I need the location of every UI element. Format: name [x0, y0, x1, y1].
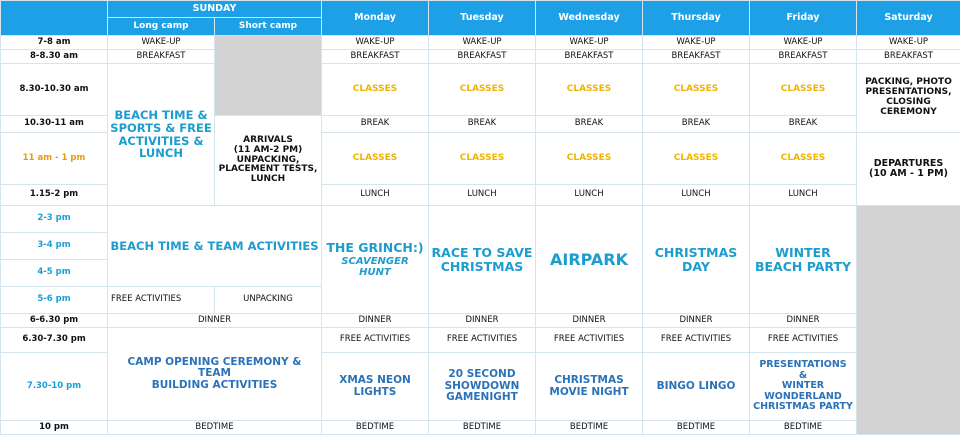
- cell-bedtime: BEDTIME: [643, 421, 750, 435]
- long-camp-header: Long camp: [108, 18, 215, 36]
- event-text: PRESENTATIONS: [752, 360, 854, 370]
- cell-dinner: DINNER: [108, 314, 322, 328]
- cell-unpacking: UNPACKING: [215, 287, 322, 314]
- event-text: SPORTS & FREE: [110, 122, 212, 135]
- cell-classes: CLASSES: [536, 133, 643, 185]
- cell-bedtime: BEDTIME: [322, 421, 429, 435]
- event-text: ACTIVITIES &: [110, 135, 212, 148]
- event-text: WINTER: [752, 246, 854, 260]
- cell-lunch: LUNCH: [322, 185, 429, 206]
- cell-classes: CLASSES: [536, 64, 643, 116]
- cell-classes: CLASSES: [750, 133, 857, 185]
- sunday-arrivals-cell: [215, 116, 322, 206]
- event-title: THE GRINCH:): [324, 241, 426, 255]
- cell-wake-up: WAKE-UP: [857, 36, 960, 50]
- event-text: (10 AM - 1 PM): [859, 169, 958, 179]
- event-text: 20 SECOND: [431, 369, 533, 381]
- event-text: PACKING, PHOTO: [859, 78, 958, 88]
- event-text: RACE TO SAVE: [431, 246, 533, 260]
- event-text: UNPACKING,: [217, 156, 319, 166]
- event-text: CAMP OPENING CEREMONY & TEAM: [110, 357, 319, 380]
- time-label: 8.30-10.30 am: [1, 64, 108, 116]
- cell-lunch: LUNCH: [429, 185, 536, 206]
- cell-break: BREAK: [429, 116, 536, 133]
- cell-breakfast: BREAKFAST: [643, 50, 750, 64]
- tuesday-afternoon-event: [429, 206, 536, 314]
- event-text: LUNCH: [217, 175, 319, 185]
- cell-wake-up: WAKE-UP: [643, 36, 750, 50]
- tuesday-evening-event: [429, 353, 536, 421]
- cell-break: BREAK: [536, 116, 643, 133]
- cell-free-activities: FREE ACTIVITIES: [750, 328, 857, 353]
- day-header-saturday: Saturday: [857, 1, 960, 36]
- event-subtitle: [324, 256, 426, 278]
- cell-lunch: LUNCH: [750, 185, 857, 206]
- event-text: XMAS NEON: [324, 375, 426, 387]
- empty-gray-block: [215, 36, 322, 116]
- cell-classes: CLASSES: [643, 133, 750, 185]
- cell-break: BREAK: [643, 116, 750, 133]
- friday-evening-event: [750, 353, 857, 421]
- event-text: CHRISTMAS: [538, 375, 640, 387]
- friday-afternoon-event: [750, 206, 857, 314]
- time-label: 6-6.30 pm: [1, 314, 108, 328]
- time-label: 7.30-10 pm: [1, 353, 108, 421]
- thursday-evening-event: BINGO LINGO: [643, 353, 750, 421]
- cell-dinner: DINNER: [750, 314, 857, 328]
- event-text: LUNCH: [110, 147, 212, 160]
- cell-classes: CLASSES: [643, 64, 750, 116]
- event-text: WONDERLAND: [752, 392, 854, 402]
- event-text: BEACH PARTY: [752, 260, 854, 274]
- event-text: GAMENIGHT: [431, 392, 533, 404]
- event-text: LIGHTS: [324, 387, 426, 399]
- time-label: 3-4 pm: [1, 233, 108, 260]
- cell-breakfast: BREAKFAST: [750, 50, 857, 64]
- cell-wake-up: WAKE-UP: [429, 36, 536, 50]
- event-text: DAY: [645, 260, 747, 274]
- cell-classes: CLASSES: [322, 133, 429, 185]
- event-text: PRESENTATIONS,: [859, 88, 958, 98]
- thursday-afternoon-event: [643, 206, 750, 314]
- event-text: SHOWDOWN: [431, 381, 533, 393]
- cell-lunch: LUNCH: [536, 185, 643, 206]
- wednesday-evening-event: [536, 353, 643, 421]
- cell-classes: CLASSES: [322, 64, 429, 116]
- event-text: CHRISTMAS: [431, 260, 533, 274]
- time-label: 2-3 pm: [1, 206, 108, 233]
- cell-free-activities: FREE ACTIVITIES: [643, 328, 750, 353]
- cell-free-activities: FREE ACTIVITIES: [322, 328, 429, 353]
- event-text: PLACEMENT TESTS,: [217, 165, 319, 175]
- day-header-wednesday: Wednesday: [536, 1, 643, 36]
- event-text: MOVIE NIGHT: [538, 387, 640, 399]
- event-text: ARRIVALS: [217, 136, 319, 146]
- cell-wake-up: WAKE-UP: [750, 36, 857, 50]
- cell-lunch: LUNCH: [643, 185, 750, 206]
- cell-break: BREAK: [750, 116, 857, 133]
- event-text: CLOSING CEREMONY: [859, 98, 958, 118]
- cell-free-activities: FREE ACTIVITIES: [429, 328, 536, 353]
- day-header-thursday: Thursday: [643, 1, 750, 36]
- cell-break: BREAK: [322, 116, 429, 133]
- event-text: SCAVENGER: [324, 256, 426, 267]
- cell-wake-up: WAKE-UP: [322, 36, 429, 50]
- time-label: 1.15-2 pm: [1, 185, 108, 206]
- event-text: HUNT: [324, 267, 426, 278]
- cell-bedtime: BEDTIME: [429, 421, 536, 435]
- day-header-tuesday: Tuesday: [429, 1, 536, 36]
- saturday-departures-cell: [857, 133, 960, 206]
- event-text: &: [752, 371, 854, 381]
- cell-wake-up: WAKE-UP: [108, 36, 215, 50]
- cell-dinner: DINNER: [322, 314, 429, 328]
- cell-bedtime: BEDTIME: [536, 421, 643, 435]
- sunday-header: SUNDAY: [108, 1, 322, 18]
- cell-breakfast: BREAKFAST: [536, 50, 643, 64]
- time-label: 5-6 pm: [1, 287, 108, 314]
- monday-evening-event: [322, 353, 429, 421]
- cell-dinner: DINNER: [643, 314, 750, 328]
- cell-wake-up: WAKE-UP: [536, 36, 643, 50]
- cell-breakfast: BREAKFAST: [857, 50, 960, 64]
- day-header-friday: Friday: [750, 1, 857, 36]
- cell-breakfast: BREAKFAST: [429, 50, 536, 64]
- event-text: DEPARTURES: [859, 159, 958, 169]
- cell-free-activities: FREE ACTIVITIES: [536, 328, 643, 353]
- cell-bedtime: BEDTIME: [750, 421, 857, 435]
- event-text: BEACH TIME &: [110, 109, 212, 122]
- cell-bedtime: BEDTIME: [108, 421, 322, 435]
- cell-classes: CLASSES: [750, 64, 857, 116]
- event-text: WINTER: [752, 381, 854, 391]
- cell-breakfast: BREAKFAST: [322, 50, 429, 64]
- event-text: BUILDING ACTIVITIES: [110, 380, 319, 392]
- time-label: 11 am - 1 pm: [1, 133, 108, 185]
- sunday-beach-sports-block: [108, 64, 215, 206]
- cell-classes: CLASSES: [429, 64, 536, 116]
- time-label: 10 pm: [1, 421, 108, 435]
- time-label: 8-8.30 am: [1, 50, 108, 64]
- corner-header-cell: [1, 1, 108, 36]
- cell-free-activities: FREE ACTIVITIES: [108, 287, 215, 314]
- sunday-opening-ceremony-block: [108, 328, 322, 421]
- event-text: CHRISTMAS: [645, 246, 747, 260]
- event-text: (11 AM-2 PM): [217, 146, 319, 156]
- event-text: CHRISTMAS PARTY: [752, 402, 854, 412]
- short-camp-header: Short camp: [215, 18, 322, 36]
- saturday-packing-cell: [857, 64, 960, 133]
- day-header-monday: Monday: [322, 1, 429, 36]
- time-label: 7-8 am: [1, 36, 108, 50]
- cell-classes: CLASSES: [429, 133, 536, 185]
- time-label: 6.30-7.30 pm: [1, 328, 108, 353]
- wednesday-afternoon-event: AIRPARK: [536, 206, 643, 314]
- monday-afternoon-event: [322, 206, 429, 314]
- time-label: 4-5 pm: [1, 260, 108, 287]
- time-label: 10.30-11 am: [1, 116, 108, 133]
- cell-dinner: DINNER: [429, 314, 536, 328]
- saturday-empty-gray-block: [857, 206, 960, 435]
- cell-dinner: DINNER: [536, 314, 643, 328]
- sunday-beach-team-block: BEACH TIME & TEAM ACTIVITIES: [108, 206, 322, 287]
- cell-breakfast: BREAKFAST: [108, 50, 215, 64]
